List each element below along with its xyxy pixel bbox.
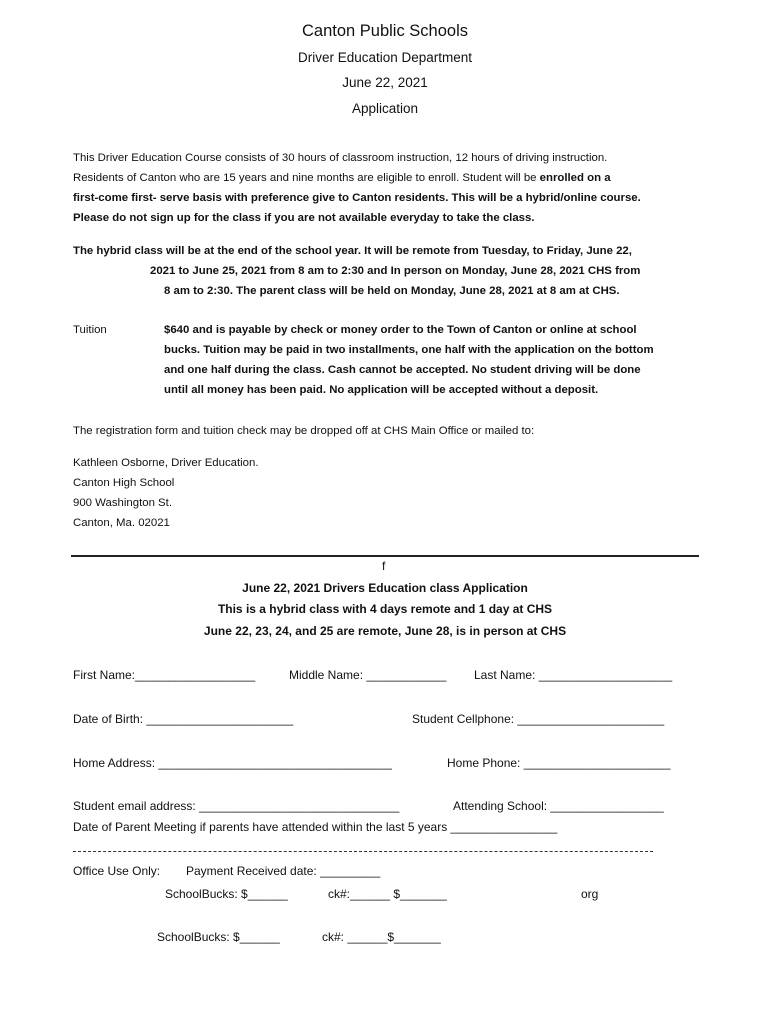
- parent-meeting-field[interactable]: Date of Parent Meeting if parents have attended within the last 5 years ________________: [73, 820, 558, 834]
- tuition-line-3: and one half during the class. Cash cannot be accepted. No student driving will be done: [164, 364, 641, 376]
- first-name-field[interactable]: First Name:__________________: [73, 668, 256, 682]
- hybrid-line-1: The hybrid class will be at the end of the school year. It will be remote from Tuesday, to Friday, June 22,: [73, 245, 632, 257]
- office-use-label: Office Use Only:: [73, 864, 161, 878]
- last-name-field[interactable]: Last Name: ____________________: [474, 668, 673, 682]
- intro-line-1: This Driver Education Course consists of 30 hours of classroom instruction, 12 hours of driving instruction.: [73, 152, 608, 164]
- date-of-birth-field[interactable]: Date of Birth: ______________________: [73, 712, 294, 726]
- org-label: org: [581, 887, 599, 901]
- address-line-4: Canton, Ma. 02021: [73, 517, 170, 529]
- schoolbucks-field-1[interactable]: SchoolBucks: $______: [165, 887, 288, 901]
- dropoff-text: The registration form and tuition check may be dropped off at CHS Main Office or mailed to:: [73, 425, 535, 437]
- address-line-2: Canton High School: [73, 477, 175, 489]
- check-number-field-1[interactable]: ck#:______ $_______: [328, 887, 447, 901]
- address-line-3: 900 Washington St.: [73, 497, 172, 509]
- tuition-line-1: $640 and is payable by check or money order to the Town of Canton or online at school: [164, 324, 637, 336]
- tuition-line-4: until all money has been paid. No application will be accepted without a deposit.: [164, 384, 599, 396]
- header-date: June 22, 2021: [342, 75, 428, 90]
- hybrid-line-2: 2021 to June 25, 2021 from 8 am to 2:30 and In person on Monday, June 28, 2021 CHS from: [150, 265, 641, 277]
- check-number-field-2[interactable]: ck#: ______$_______: [322, 930, 441, 944]
- home-phone-field[interactable]: Home Phone: ______________________: [447, 756, 671, 770]
- middle-name-field[interactable]: Middle Name: ____________: [289, 668, 447, 682]
- dashed-divider: [73, 851, 653, 852]
- form-header-line-3: June 22, 23, 24, and 25 are remote, June 28, is in person at CHS: [203, 624, 567, 638]
- page-title: Canton Public Schools: [301, 22, 468, 40]
- form-header-line-2: This is a hybrid class with 4 days remote and 1 day at CHS: [217, 602, 553, 616]
- intro-line-4: Please do not sign up for the class if you are not available everyday to take the class.: [73, 212, 535, 224]
- home-address-field[interactable]: Home Address: ___________________________________: [73, 756, 392, 770]
- department-title: Driver Education Department: [297, 50, 473, 65]
- separator-char: f: [382, 559, 386, 573]
- tuition-label: Tuition: [73, 324, 107, 336]
- attending-school-field[interactable]: Attending School: _________________: [453, 799, 664, 813]
- intro-line-3: first-come first- serve basis with preference give to Canton residents. This will be a hybrid/online course.: [73, 192, 641, 204]
- schoolbucks-field-2[interactable]: SchoolBucks: $______: [157, 930, 280, 944]
- tuition-line-2: bucks. Tuition may be paid in two installments, one half with the application on the bottom: [164, 344, 654, 356]
- student-cellphone-field[interactable]: Student Cellphone: ______________________: [412, 712, 665, 726]
- address-line-1: Kathleen Osborne, Driver Education.: [73, 457, 259, 469]
- hybrid-line-3: 8 am to 2:30. The parent class will be held on Monday, June 28, 2021 at 8 am at CHS.: [164, 285, 620, 297]
- student-email-field[interactable]: Student email address: ______________________________: [73, 799, 400, 813]
- payment-received-field[interactable]: Payment Received date: _________: [186, 864, 381, 878]
- section-divider: [71, 555, 699, 557]
- document-type: Application: [351, 101, 419, 116]
- intro-line-2-bold: enrolled on a: [539, 172, 611, 184]
- intro-line-2: [73, 168, 611, 188]
- form-header-line-1: June 22, 2021 Drivers Education class Application: [242, 581, 528, 595]
- intro-line-2-plain: Residents of Canton who are 15 years and nine months are eligible to enroll. Student will be: [73, 172, 540, 184]
